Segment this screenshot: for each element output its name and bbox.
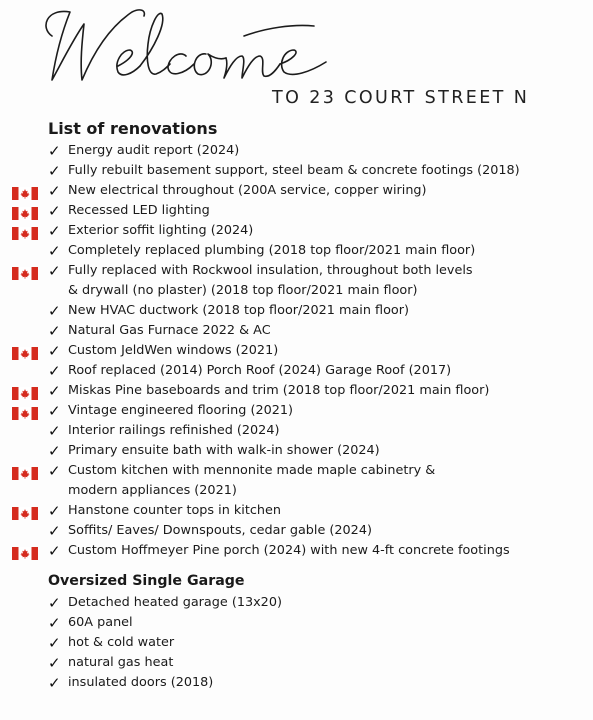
check-mark-icon: ✓: [48, 202, 61, 220]
check-mark-icon: ✓: [48, 242, 61, 260]
list-item-text: & drywall (no plaster) (2018 top floor/2021 main floor): [68, 283, 418, 298]
check-mark-icon: ✓: [48, 222, 61, 240]
canadian-flag-icon: [12, 405, 38, 418]
list-item-text: New electrical throughout (200A service, copper wiring): [68, 183, 427, 198]
check-mark-icon: ✓: [48, 614, 61, 632]
check-mark-icon: ✓: [48, 382, 61, 400]
check-mark-icon: ✓: [48, 262, 61, 280]
list-item-text: Hanstone counter tops in kitchen: [68, 503, 281, 518]
list-item-text: Custom kitchen with mennonite made maple cabinetry &: [68, 463, 436, 478]
list-item-text: Custom JeldWen windows (2021): [68, 343, 279, 358]
list-item-text: natural gas heat: [68, 655, 174, 670]
list-item-text: Natural Gas Furnace 2022 & AC: [68, 323, 271, 338]
check-mark-icon: ✓: [48, 634, 61, 652]
list-item-text: hot & cold water: [68, 635, 175, 650]
list-item-text: Miskas Pine baseboards and trim (2018 top floor/2021 main floor): [68, 383, 490, 398]
renovations-heading: List of renovations: [48, 119, 218, 138]
check-mark-icon: ✓: [48, 402, 61, 420]
list-item-text: 60A panel: [68, 615, 133, 630]
check-mark-icon: ✓: [48, 182, 61, 200]
check-mark-icon: ✓: [48, 674, 61, 692]
check-mark-icon: ✓: [48, 522, 61, 540]
canadian-flag-icon: [12, 205, 38, 218]
list-item-text: insulated doors (2018): [68, 675, 214, 690]
list-item-text: Completely replaced plumbing (2018 top floor/2021 main floor): [68, 243, 476, 258]
canadian-flag-icon: [12, 345, 38, 358]
canadian-flag-icon: [12, 385, 38, 398]
check-mark-icon: ✓: [48, 302, 61, 320]
list-item-text: Custom Hoffmeyer Pine porch (2024) with new 4-ft concrete footings: [68, 543, 510, 558]
list-item-text: Energy audit report (2024): [68, 143, 240, 158]
list-item-text: Fully replaced with Rockwool insulation, throughout both levels: [68, 263, 473, 278]
canadian-flag-icon: [12, 545, 38, 558]
list-item-text: Exterior soffit lighting (2024): [68, 223, 254, 238]
list-item-text: Fully rebuilt basement support, steel beam & concrete footings (2018): [68, 163, 520, 178]
list-item-text: modern appliances (2021): [68, 483, 237, 498]
check-mark-icon: ✓: [48, 462, 61, 480]
list-item-text: Primary ensuite bath with walk-in shower (2024): [68, 443, 380, 458]
list-item-text: Recessed LED lighting: [68, 203, 210, 218]
list-item-text: Roof replaced (2014) Porch Roof (2024) Garage Roof (2017): [68, 363, 452, 378]
canadian-flag-icon: [12, 465, 38, 478]
list-item-text: New HVAC ductwork (2018 top floor/2021 main floor): [68, 303, 409, 318]
check-mark-icon: ✓: [48, 442, 61, 460]
garage-heading: Oversized Single Garage: [48, 573, 245, 589]
check-mark-icon: ✓: [48, 594, 61, 612]
check-mark-icon: ✓: [48, 362, 61, 380]
welcome-script-title: [30, 2, 330, 88]
list-item-text: Interior railings refinished (2024): [68, 423, 280, 438]
canadian-flag-icon: [12, 185, 38, 198]
check-mark-icon: ✓: [48, 422, 61, 440]
check-mark-icon: ✓: [48, 322, 61, 340]
check-mark-icon: ✓: [48, 142, 61, 160]
canadian-flag-icon: [12, 225, 38, 238]
check-mark-icon: ✓: [48, 342, 61, 360]
address-subtitle: TO 23 COURT STREET N: [272, 88, 530, 108]
canadian-flag-icon: [12, 505, 38, 518]
check-mark-icon: ✓: [48, 162, 61, 180]
check-mark-icon: ✓: [48, 654, 61, 672]
check-mark-icon: ✓: [48, 502, 61, 520]
check-mark-icon: ✓: [48, 542, 61, 560]
canadian-flag-icon: [12, 265, 38, 278]
list-item-text: Vintage engineered flooring (2021): [68, 403, 294, 418]
list-item-text: Soffits/ Eaves/ Downspouts, cedar gable (2024): [68, 523, 372, 538]
list-item-text: Detached heated garage (13x20): [68, 595, 282, 610]
